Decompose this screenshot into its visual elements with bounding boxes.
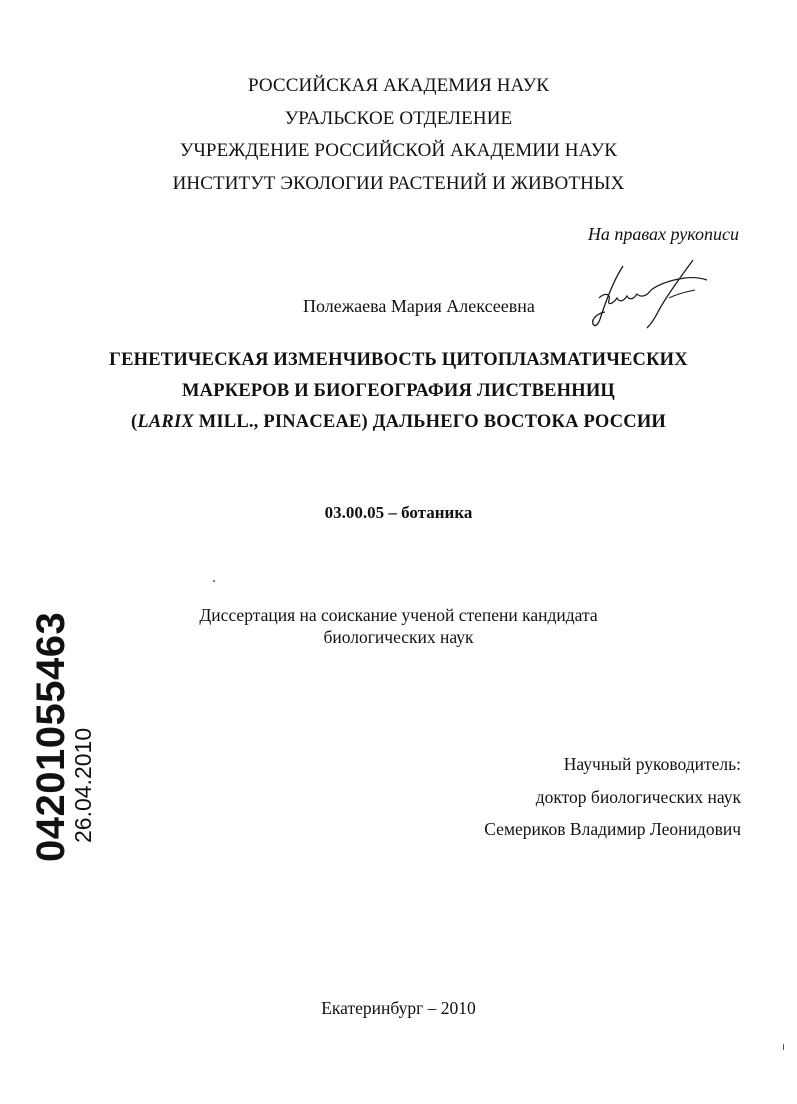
supervisor-degree: доктор биологических наук <box>535 787 741 807</box>
scan-speck <box>213 580 215 582</box>
title-line-3-genus: LARIX <box>137 412 194 432</box>
author-name: Полежаева Мария Алексеевна <box>303 296 535 316</box>
title-line-1: ГЕНЕТИЧЕСКАЯ ИЗМЕНЧИВОСТЬ ЦИТОПЛАЗМАТИЧЕСКИХ <box>109 350 688 370</box>
supervisor-label: Научный руководитель: <box>563 754 741 774</box>
library-stamp-date: 26.04.2010 <box>70 727 96 843</box>
title-line-2: МАРКЕРОВ И БИОГЕОГРАФИЯ ЛИСТВЕННИЦ <box>181 381 616 401</box>
degree-line-1: Диссертация на соискание ученой степени кандидата <box>199 605 598 625</box>
branch-name: УРАЛЬСКОЕ ОТДЕЛЕНИЕ <box>284 108 513 129</box>
title-line-3 <box>0 412 797 433</box>
academy-name: РОССИЙСКАЯ АКАДЕМИЯ НАУК <box>247 75 550 96</box>
signature-image <box>585 258 715 338</box>
title-line-3-rest: MILL., PINACEAE) ДАЛЬНЕГО ВОСТОКА РОССИИ <box>193 412 666 432</box>
title-line-3-open: ( <box>130 412 138 432</box>
institute-name: ИНСТИТУТ ЭКОЛОГИИ РАСТЕНИЙ И ЖИВОТНЫХ <box>172 173 625 194</box>
institution-name: УЧРЕЖДЕНИЕ РОССИЙСКОЙ АКАДЕМИИ НАУК <box>179 140 618 161</box>
city-year: Екатеринбург – 2010 <box>321 998 476 1018</box>
specialty-code: 03.00.05 – ботаника <box>324 503 473 522</box>
scan-edge-mark <box>783 1044 784 1050</box>
supervisor-name: Семериков Владимир Леонидович <box>484 819 741 839</box>
manuscript-note: На правах рукописи <box>587 224 739 244</box>
library-stamp-number: 04201055463 <box>29 611 73 862</box>
degree-line-2: биологических наук <box>323 627 474 647</box>
